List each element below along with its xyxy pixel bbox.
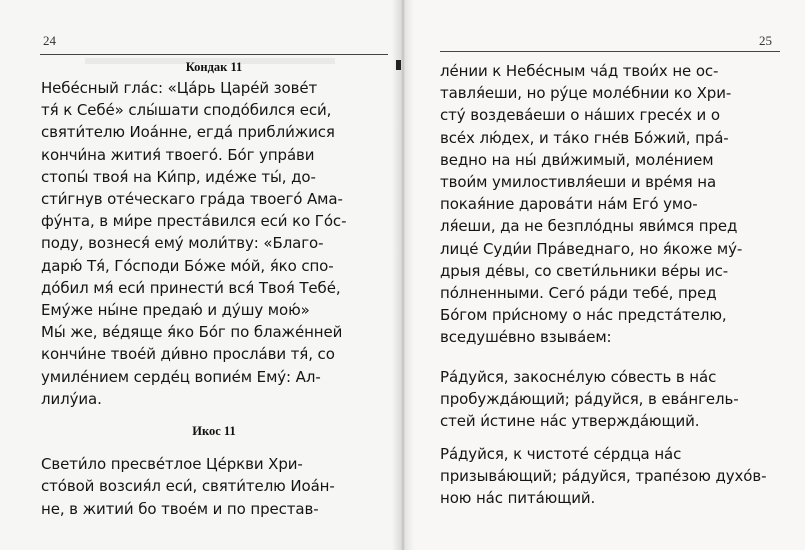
text-line: ведно на ны́ дви́жимый, моле́нием [440, 150, 714, 169]
text-line: ля́еши, да не безпло́дны яви́мся пред [440, 217, 738, 236]
text-line: Ра́дуйся, к чистоте́ се́рдца на́с [440, 445, 682, 463]
ikos-line: не, в житии́ бо твое́м и по престав- [41, 499, 319, 518]
page-number-right: 25 [759, 33, 772, 48]
text-line: Бо́гом при́сному о на́с предста́телю, [440, 306, 727, 325]
kondak-line: Небе́сный гла́с: «Ца́рь Царе́й зове́т [41, 79, 318, 97]
text-line: дрыя де́вы, со свети́льники ве́ры ис- [440, 261, 729, 280]
text-line: Ра́дуйся, закосне́лую со́весть в на́с [440, 368, 717, 386]
kondak-line: кончи́не твое́й ди́вно просла́ви тя́, со [41, 345, 335, 364]
kondak-line: святи́телю Иоа́нне, егда́ прибли́жися [41, 123, 335, 142]
kondak-line: сти́гнув оте́ческаго гра́да твоего́ Ама- [41, 190, 343, 208]
text-line: призыва́ющий; ра́дуйся, трапе́зою духо́в- [440, 467, 767, 486]
kondak-line: стопы́ твоя́ на Ки́пр, иде́же ты́, до- [41, 167, 316, 186]
header-rule-right [440, 51, 780, 52]
ikos-line: сто́вой возсия́л еси́, святи́телю Иоа́н- [41, 477, 335, 496]
text-line: ле́нии к Небе́сным ча́д твои́х не ос- [440, 62, 719, 80]
text-line: покая́ние дарова́ти на́м Его́ умо- [440, 195, 698, 214]
text-line: стей и́стине на́с утвержда́ющий. [440, 412, 700, 431]
text-line: лице́ Суди́и Пра́веднаго, но я́коже му́- [440, 239, 743, 258]
kondak-line: дарю́ Тя́, Го́споди Бо́же мо́й, я́ко спо- [41, 256, 334, 275]
book-gutter-shadow [392, 0, 414, 550]
kondak-line: фу́нта, в ми́ре преста́вился еси́ ко Го́с- [41, 212, 347, 231]
kondak-line: кончи́на жития́ твоего́. Бо́г упра́ви [41, 145, 315, 164]
kondak-line: поду, вознеся́ ему́ моли́тву: «Благо- [41, 234, 324, 253]
text-line: по́лненными. Сего́ ра́ди тебе́, пред [440, 284, 717, 302]
text-line: все́х лю́дех, и та́ко гне́в Бо́жий, пра́- [440, 128, 729, 147]
text-line: сту́ воздева́еши о на́ших гресе́х и о [440, 106, 720, 125]
text-line: тавля́еши, но ру́це моле́бнии ко Хри- [440, 84, 732, 103]
text-line: вседуше́вно взыва́ем: [440, 328, 612, 347]
ikos-heading: Икос 11 [192, 424, 236, 438]
ikos-line: Свети́ло пресве́тлое Це́ркви Хри- [41, 455, 303, 473]
text-line: пробужда́ющий; ра́дуйся, в ева́нгель- [440, 390, 739, 409]
gutter-mark [396, 60, 401, 70]
text-line: ною на́с пита́ющий. [440, 489, 596, 508]
kondak-line: умиле́нием серде́ц вопие́м Ему́: Ал- [41, 367, 321, 386]
kondak-line: лилу́иа. [41, 389, 102, 408]
kondak-line: до́бил мя́ еси́ принести́ вся́ Твоя́ Тебе́, [41, 278, 341, 297]
right-page [402, 0, 805, 550]
kondak-heading: Кондак 11 [185, 60, 243, 74]
kondak-line: Ему́же ны́не предаю́ и ду́шу мою́» [41, 301, 310, 319]
kondak-line: тя́ к Себе́» слы́шати сподо́бился еси́, [41, 101, 332, 120]
kondak-line: Мы́ же, ве́дяще я́ко Бо́г по блаже́нней [41, 323, 343, 342]
header-rule-left [40, 54, 388, 55]
left-page [0, 0, 402, 550]
text-line: твои́м умилостивля́еши и вре́мя на [440, 173, 717, 191]
page-number-left: 24 [43, 33, 56, 48]
